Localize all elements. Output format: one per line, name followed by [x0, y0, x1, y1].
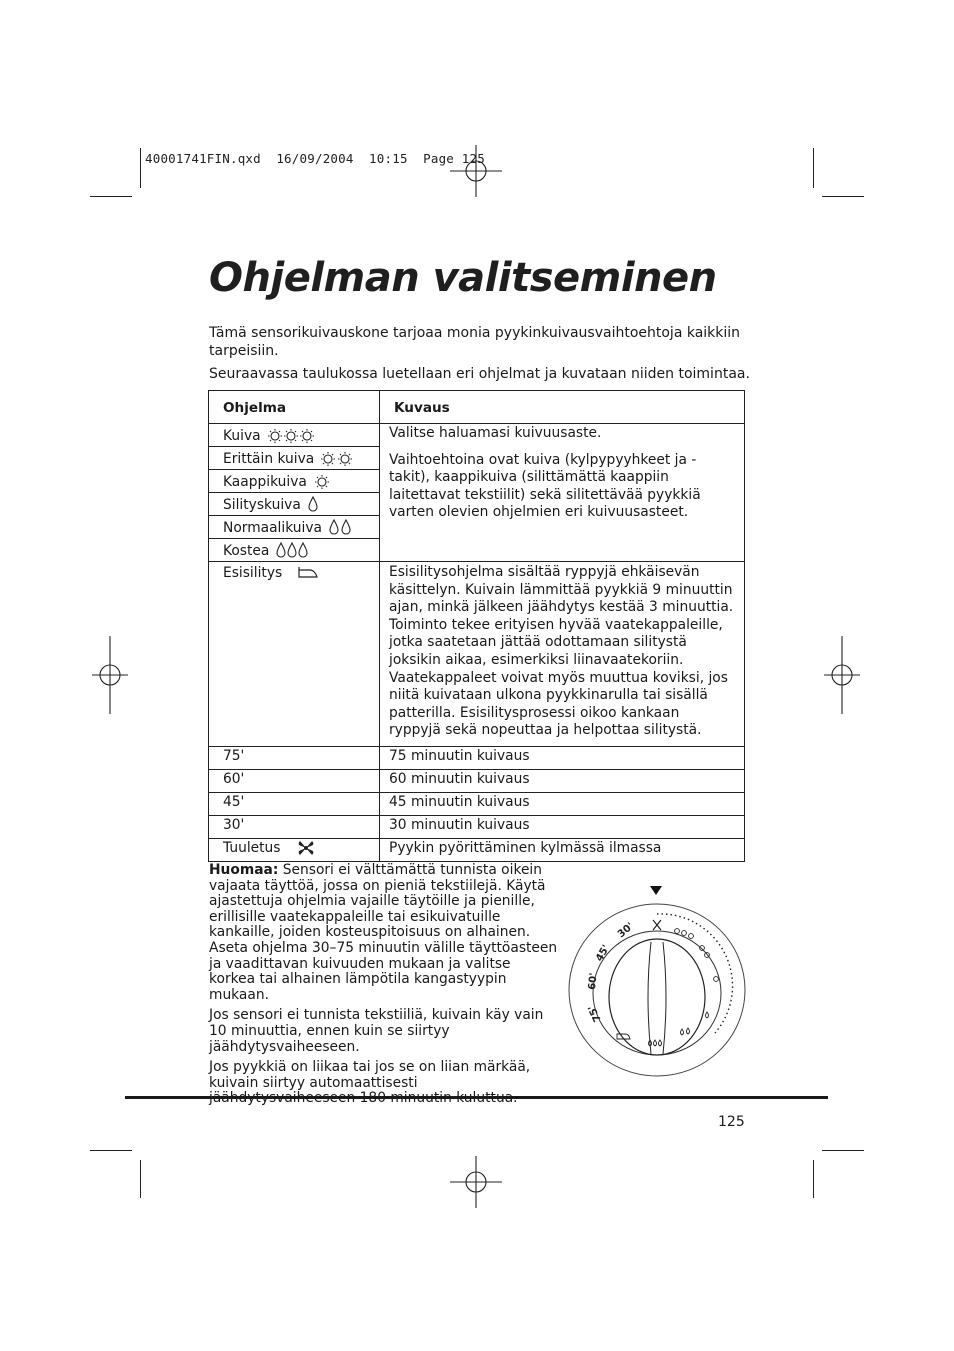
crop-mark — [140, 1160, 141, 1198]
description-text: Vaihtoehtoina ovat kuiva (kylpypyyhkeet ja -takit), kaappikuiva (silittämättä kaappiin laitettavat tekstiilit) sekä silitettävää pyykkiä varten olevien ohjelmien eri kuivuusasteet. — [389, 451, 701, 521]
crop-mark — [90, 196, 132, 197]
program-item — [209, 493, 379, 516]
program-cell — [209, 838, 380, 861]
intro-paragraph: Tämä sensorikuivauskone tarjoaa monia pyykinkuivausvaihtoehtoja kaikkiin tarpeisiin. — [209, 325, 741, 359]
program-name: Erittäin kuiva — [223, 450, 315, 467]
table-row — [209, 815, 745, 838]
program-name: Esisilitys — [223, 565, 283, 581]
program-item — [209, 539, 379, 561]
program-name: Kostea — [223, 542, 270, 559]
sun-3-icon — [267, 428, 315, 444]
description-text: 60 minuutin kuivaus — [380, 769, 745, 792]
program-item — [209, 447, 379, 470]
dial-label: 30' — [615, 920, 636, 941]
program-name: Kaappikuiva — [223, 473, 307, 490]
pointer-triangle-icon — [650, 886, 662, 895]
table-row — [209, 562, 745, 747]
table-row — [209, 792, 745, 815]
crop-mark — [813, 148, 814, 188]
iron-icon — [297, 566, 319, 580]
table-row — [209, 838, 745, 861]
program-item — [209, 470, 379, 493]
program-name: Kuiva — [223, 427, 261, 444]
program-cell — [209, 562, 380, 747]
drop-1-icon — [307, 496, 319, 513]
intro-paragraph: Seuraavassa taulukossa luetellaan eri ohjelmat ja kuvataan niiden toimintaa. — [209, 366, 750, 382]
page-number: 125 — [718, 1114, 745, 1130]
drop-3-icon — [275, 542, 309, 559]
note-text: Jos sensori ei tunnista tekstiiliä, kuivain käy vain 10 minuuttia, ennen kuin se siirtyy jäähdytysvaiheeseen. — [209, 1007, 544, 1055]
fan-icon — [297, 840, 315, 856]
registration-mark — [450, 145, 502, 197]
description-text: Pyykin pyörittäminen kylmässä ilmassa — [380, 838, 745, 861]
crop-mark — [813, 1160, 814, 1198]
dry-description-cell — [380, 424, 745, 562]
drop-2-icon — [328, 519, 352, 536]
header-program: Ohjelma — [209, 391, 380, 424]
program-name: Tuuletus — [223, 839, 281, 856]
fan-icon — [653, 920, 661, 930]
crop-mark — [140, 148, 141, 188]
sun-2-icon — [320, 451, 354, 467]
program-name: 45' — [209, 792, 380, 815]
description-text: 30 minuutin kuivaus — [380, 815, 745, 838]
file-slug: 40001741FIN.qxd 16/09/2004 10:15 Page 125 — [145, 151, 485, 166]
program-dial-illustration — [565, 882, 749, 1078]
program-name: 75' — [209, 746, 380, 769]
crop-mark — [822, 1150, 864, 1151]
description-text: 45 minuutin kuivaus — [380, 792, 745, 815]
description-cell — [380, 562, 745, 747]
note-text: Sensori ei välttämättä tunnista oikein vajaata täyttöä, jossa on pieniä tekstiilejä. Käytä ajastettuja ohjelmia vajaille täytöille ja pienille, erillisille vaatekappaleille tai esikuivatuille kankaille, joiden kosteuspitoisuus on alhainen. Aseta ohjelma 30–75 minuutin välille täyttöasteen ja vaadittavan kuivuuden mukaan ja valitse korkea tai alhainen lämpötila kangastyypin mukaan. — [209, 862, 558, 1003]
table-row — [209, 746, 745, 769]
dry-programs-cell — [209, 424, 380, 562]
crop-mark — [822, 196, 864, 197]
registration-mark — [816, 636, 868, 714]
drop-2-icon — [681, 1028, 690, 1035]
program-table — [208, 390, 745, 862]
sun-1-icon — [714, 977, 719, 982]
note-section — [209, 863, 559, 1112]
crop-mark — [90, 1150, 132, 1151]
header-description: Kuvaus — [380, 391, 745, 424]
page-title: Ohjelman valitseminen — [209, 255, 717, 301]
footer-rule — [125, 1096, 828, 1099]
registration-mark — [450, 1156, 502, 1208]
dial-label: 75' — [586, 1003, 604, 1024]
description-text: 75 minuutin kuivaus — [380, 746, 745, 769]
note-text: Jos pyykkiä on liikaa tai jos se on liian märkää, kuivain siirtyy automaattisesti — [209, 1059, 531, 1091]
note-label: Huomaa: — [209, 862, 279, 878]
program-name: 60' — [209, 769, 380, 792]
table-row — [209, 424, 745, 562]
table-row — [209, 769, 745, 792]
sun-1-icon — [313, 474, 331, 490]
program-item — [209, 516, 379, 539]
description-text: Valitse haluamasi kuivuusaste. — [389, 425, 602, 441]
description-text: Esisilitysohjelma sisältää ryppyjä ehkäisevän käsittelyn. Kuivain lämmittää pyykkiä 9 minuuttin ajan, minkä jälkeen jäähdytys kestää 3 minuuttia. Toiminto tekee erityisen hyvää vaatekappaleille, jotka saatetaan jättää odottamaan silitystä joksikin aikaa, esimerkiksi liinavaatekoriin. Vaatekappaleet voivat myös muuttua koviksi, jos niitä kuivataan ulkona pyykkinarulla tai sisällä patterilla. Esisilitysprosessi oikoo kankaan ryppyjä sekä nopeuttaa ja helpottaa silitystä. — [389, 564, 734, 739]
registration-mark — [84, 636, 136, 714]
drop-1-icon — [706, 1012, 709, 1018]
dial-label: 60' — [587, 972, 600, 991]
program-name: 30' — [209, 815, 380, 838]
dial-label: 45' — [594, 943, 613, 964]
program-item — [209, 424, 379, 447]
program-name: Silityskuiva — [223, 496, 301, 513]
table-header-row — [209, 391, 745, 424]
program-name: Normaalikuiva — [223, 519, 322, 536]
